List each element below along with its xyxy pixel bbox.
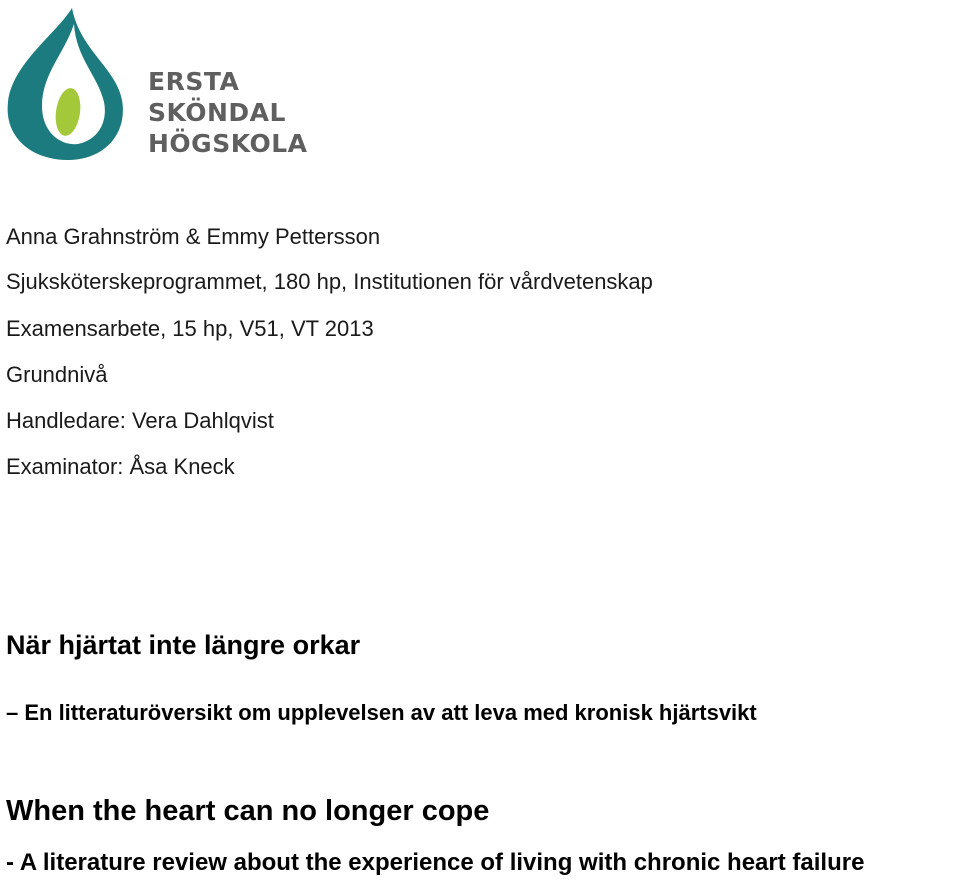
subtitle-swedish: – En litteraturöversikt om upplevelsen av att leva med kronisk hjärtsvikt	[6, 700, 757, 725]
subtitle-english: - A literature review about the experience of living with chronic heart failure	[6, 849, 865, 876]
supervisor: Handledare: Vera Dahlqvist	[6, 408, 274, 433]
logo-line-3: HÖGSKOLA	[148, 129, 308, 158]
title-english: When the heart can no longer cope	[6, 795, 490, 827]
program: Sjuksköterskeprogrammet, 180 hp, Institutionen för vårdvetenskap	[6, 269, 653, 294]
level: Grundnivå	[6, 362, 108, 387]
authors: Anna Grahnström & Emmy Pettersson	[6, 224, 381, 249]
logo-wordmark	[148, 66, 307, 159]
title-swedish: När hjärtat inte längre orkar	[6, 630, 361, 660]
thesis-info: Examensarbete, 15 hp, V51, VT 2013	[6, 316, 374, 341]
logo-line-1: ERSTA	[148, 67, 240, 96]
examiner: Examinator: Åsa Kneck	[6, 454, 235, 479]
drop-logo-icon	[4, 6, 134, 162]
institution-logo	[4, 6, 308, 162]
logo-line-2: SKÖNDAL	[148, 98, 286, 127]
